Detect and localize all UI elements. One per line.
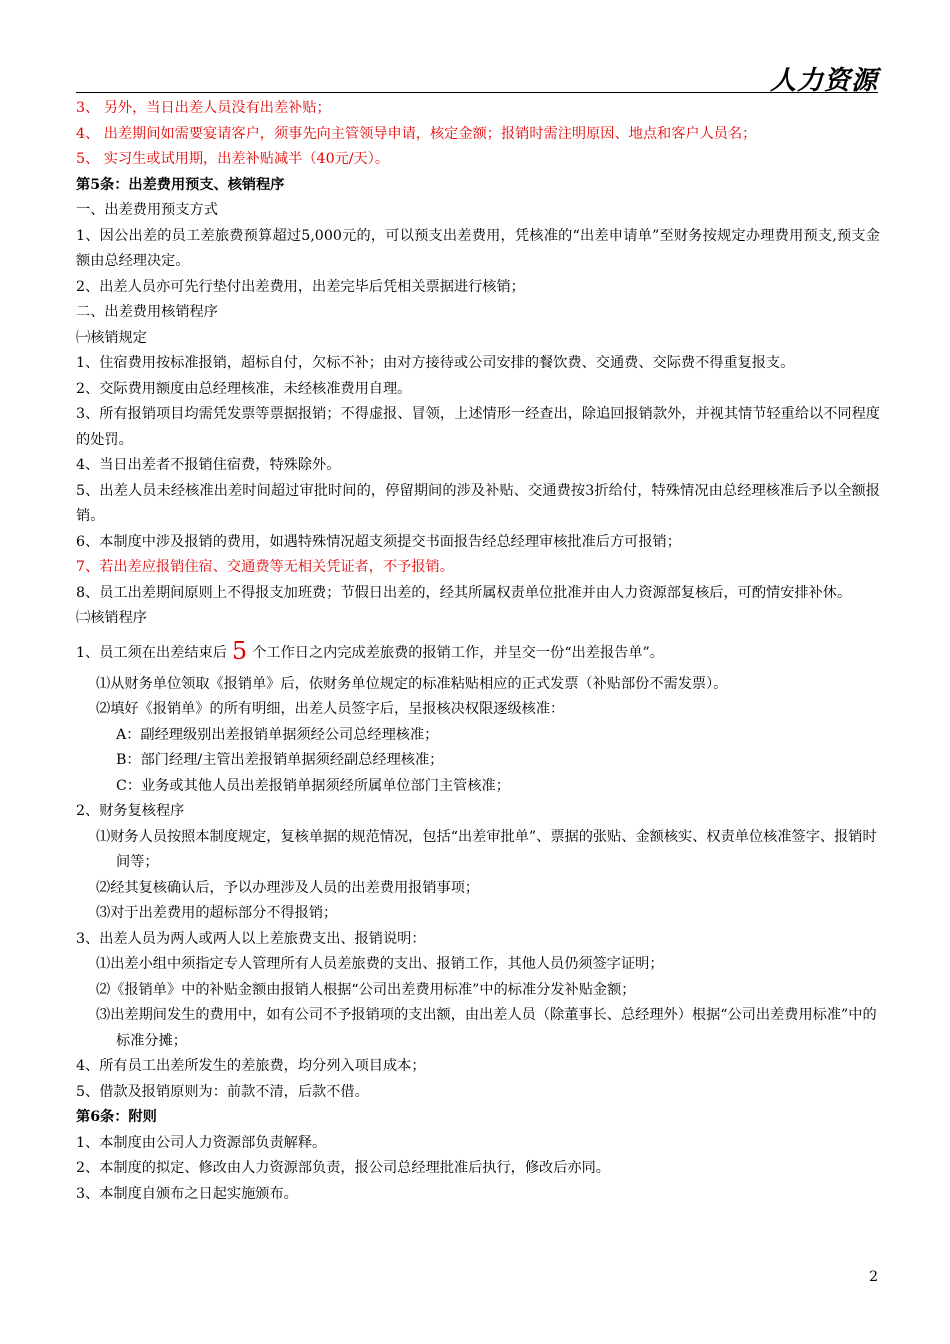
rule-item-8: 8、员工出差期间原则上不得报支加班费；节假日出差的，经其所属权责单位批准并由人力资源部复核后，可酌情安排补休。	[76, 584, 852, 601]
procedure-item-1b: ⑵填好《报销单》的所有明细，出差人员签字后，呈报核决权限逐级核准：	[96, 701, 565, 717]
article-6-heading: 第6条：附则	[76, 1109, 157, 1125]
rule-item-6: 6、本制度中涉及报销的费用，如遇特殊情况超支须提交书面报告经总经理审核批准后方可报销；	[76, 533, 681, 550]
page-number: 2	[869, 1269, 878, 1285]
procedure-item-2: 2、财务复核程序	[76, 803, 185, 819]
document-body	[76, 96, 880, 1207]
procedure-item-2a: ⑴财务人员按照本制度规定，复核单据的规范情况，包括“出差审批单”、票据的张贴、金额核实、权责单位核准签字、报销时间等；	[96, 828, 877, 870]
section-advance-heading: 一、出差费用预支方式	[76, 202, 218, 218]
section-reimburse-heading: 二、出差费用核销程序	[76, 304, 218, 320]
procedure-item-1a: ⑴从财务单位领取《报销单》后，依财务单位规定的标准粘贴相应的正式发票（补贴部份不需发票）。	[96, 675, 728, 692]
allowance-item-3: 3、 另外，当日出差人员没有出差补贴；	[76, 100, 331, 116]
procedure-item-4: 4、所有员工出差所发生的差旅费，均分列入项目成本；	[76, 1058, 426, 1074]
subsection-procedure-heading: ㈡核销程序	[76, 610, 147, 626]
appendix-item-3: 3、本制度自颁布之日起实施颁布。	[76, 1185, 298, 1202]
appendix-item-1: 1、本制度由公司人力资源部负责解释。	[76, 1134, 327, 1151]
approval-level-c: C：业务或其他人员出差报销单据须经所属单位部门主管核准；	[116, 777, 510, 794]
article-5-heading: 第5条：出差费用预支、核销程序	[76, 176, 285, 193]
rule-item-1: 1、住宿费用按标准报销，超标自付，欠标不补；由对方接待或公司安排的餐饮费、交通费、交际费不得重复报支。	[76, 355, 795, 371]
procedure-item-2c: ⑶对于出差费用的超标部分不得报销；	[96, 905, 338, 921]
procedure-item-3: 3、出差人员为两人或两人以上差旅费支出、报销说明：	[76, 930, 426, 947]
appendix-item-2: 2、本制度的拟定、修改由人力资源部负责，报公司总经理批准后执行，修改后亦同。	[76, 1160, 610, 1176]
rule-item-7: 7、若出差应报销住宿、交通费等无相关凭证者，不予报销。	[76, 559, 454, 575]
header-divider	[76, 92, 878, 93]
procedure-item-1-prefix: 1、员工须在出差结束后	[76, 644, 227, 661]
procedure-item-3c: ⑶出差期间发生的费用中，如有公司不予报销项的支出额，由出差人员（除董事长、总经理外）根据“公司出差费用标准”中的标准分摊；	[96, 1007, 877, 1049]
procedure-days-number: 5	[231, 636, 248, 665]
advance-item-1: 1、因公出差的员工差旅费预算超过5,000元的，可以预支出差费用，凭核准的“出差申请单”至财务按规定办理费用预支,预支金额由总经理决定。	[76, 227, 880, 269]
allowance-item-4: 4、 出差期间如需要宴请客户，须事先向主管领导申请，核定金额；报销时需注明原因、地点和客户人员名；	[76, 125, 757, 142]
subsection-rules-heading: ㈠核销规定	[76, 329, 147, 346]
procedure-item-2b: ⑵经其复核确认后，予以办理涉及人员的出差费用报销事项；	[96, 879, 480, 896]
advance-item-2: 2、出差人员亦可先行垫付出差费用，出差完毕后凭相关票据进行核销；	[76, 278, 525, 295]
procedure-item-1-suffix: 个工作日之内完成差旅费的报销工作，并呈交一份“出差报告单”。	[252, 644, 664, 661]
rule-item-4: 4、当日出差者不报销住宿费，特殊除外。	[76, 457, 341, 473]
rule-item-5: 5、出差人员未经核准出差时间超过审批时间的，停留期间的涉及补贴、交通费按3折给付，特殊情况由总经理核准后予以全额报销。	[76, 482, 880, 524]
procedure-item-1	[76, 632, 880, 672]
approval-level-a: A：副经理级别出差报销单据须经公司总经理核准；	[116, 726, 439, 743]
procedure-item-5: 5、借款及报销原则为：前款不清，后款不借。	[76, 1083, 369, 1100]
procedure-item-3b: ⑵《报销单》中的补贴金额由报销人根据“公司出差费用标准”中的标准分发补贴金额；	[96, 981, 636, 998]
rule-item-2: 2、交际费用额度由总经理核准，未经核准费用自理。	[76, 380, 412, 397]
rule-item-3: 3、所有报销项目均需凭发票等票据报销；不得虚报、冒领，上述情形一经查出，除追回报销款外，并视其情节轻重给以不同程度的处罚。	[76, 406, 880, 448]
procedure-item-3a: ⑴出差小组中须指定专人管理所有人员差旅费的支出、报销工作，其他人员仍须签字证明；	[96, 956, 664, 972]
allowance-item-5: 5、 实习生或试用期，出差补贴减半（40元/天）。	[76, 151, 390, 167]
page-header-title: 人力资源	[769, 66, 878, 96]
approval-level-b: B：部门经理/主管出差报销单据须经副总经理核准；	[116, 752, 444, 768]
